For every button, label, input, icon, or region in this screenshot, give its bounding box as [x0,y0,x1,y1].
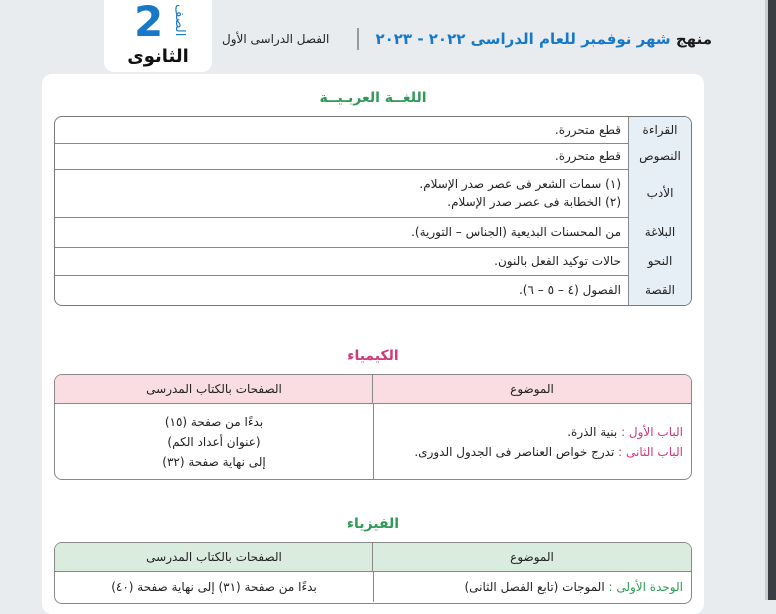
table-row [55,117,691,144]
chemistry-table [54,374,692,480]
col-pages-header: الصفحات بالكتاب المدرسى [146,382,282,396]
row-text: حالات توكيد الفعل بالنون. [494,254,621,268]
row-label: القصة [628,275,691,305]
table-row [55,275,691,305]
title-prefix: منهج [675,30,712,48]
row-label: القراءة [628,117,691,143]
list-item: الباب الثانى : تدرج خواص العناصر فى الجدول الدورى. [414,444,683,459]
list-item: الوحدة الأولى : الموجات (تابع الفصل الثانى) [464,580,683,594]
arabic-table [54,116,692,306]
table-row [55,143,691,170]
table-row [55,169,691,218]
chemistry-section-title: الكيمياء [347,348,399,364]
grade-name: الثانوى [127,46,189,67]
list-item: الباب الأول : بنية الذرة. [567,424,683,439]
table-header [55,375,691,404]
grade-word: الصف [172,4,187,37]
chemistry-topics [373,404,691,479]
table-header [55,543,691,572]
title-suffix: للعام الدراسى ٢٠٢٢ - ٢٠٢٣ [375,30,576,48]
table-row [55,247,691,276]
chemistry-pages: بدءًا من صفحة (١٥) (عنوان أعداد الكم) إلى نهاية صفحة (٣٢) [162,414,266,469]
col-topic-header: الموضوع [372,375,691,403]
physics-topics [373,572,691,602]
arabic-section-title: اللغــة العربـيــة [319,90,427,106]
row-label: النحو [628,247,691,275]
row-text: من المحسنات البديعية (الجناس – التورية). [411,225,621,239]
physics-pages: بدءًا من صفحة (٣١) إلى نهاية صفحة (٤٠) [111,580,317,594]
title-highlight: شهر نوفمبر [581,30,671,48]
semester-label: الفصل الدراسى الأول [222,32,330,46]
physics-table [54,542,692,604]
title-separator [357,28,359,50]
row-text: الفصول (٤ – ٥ – ٦). [518,283,621,297]
row-text: (١) سمات الشعر فى عصر صدر الإسلام. (٢) الخطابة فى عصر صدر الإسلام. [419,177,621,209]
grade-number: 2 [134,0,164,46]
row-label: البلاغة [628,217,691,247]
window-edge [768,0,776,600]
window-edge-highlight [765,0,768,600]
row-text: قطع متحررة. [554,149,621,163]
col-pages-header: الصفحات بالكتاب المدرسى [146,550,282,564]
grade-badge [104,0,212,72]
row-label: النصوص [628,143,691,169]
table-row [55,217,691,248]
physics-section-title: الفيزياء [346,516,400,532]
content-card [42,74,704,614]
row-label: الأدب [628,169,691,217]
col-topic-header: الموضوع [372,543,691,571]
row-text: قطع متحررة. [554,123,621,137]
page-title [375,30,712,48]
